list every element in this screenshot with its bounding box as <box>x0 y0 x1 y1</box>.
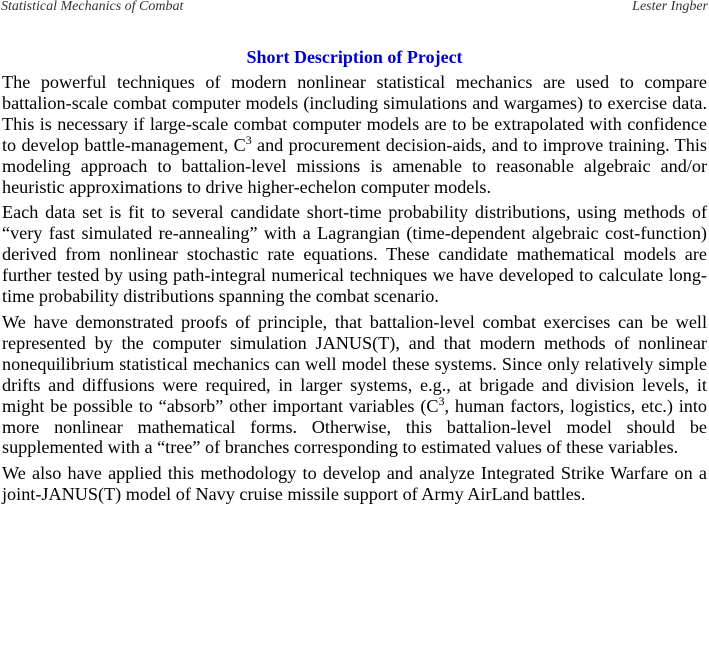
document-body <box>2 72 707 510</box>
paragraph-3-text-a: We have demonstrated proofs of principle, that battalion-level combat exercises can be well represented by the computer simulation JANUS(T), and that modern methods of nonlinear nonequilibrium statistical mechanics can well model these systems. Since only relatively simple drifts and diffusions were required, in larger systems, e.g., at brigade and division levels, it might be possible to “absorb” other important variables (C <box>2 311 707 416</box>
paragraph-3 <box>2 312 707 458</box>
section-heading: Short Description of Project <box>246 47 463 67</box>
running-header-title: Statistical Mechanics of Combat <box>1 0 184 14</box>
paragraph-4: We also have applied this methodology to develop and analyze Integrated Strike Warfare on a joint-JANUS(T) model of Navy cruise missile support of Army AirLand battles. <box>2 463 707 505</box>
paragraph-3-superscript: 3 <box>438 393 445 408</box>
paragraph-1 <box>2 72 707 197</box>
paragraph-3-text-b: , human factors, logistics, etc.) into more nonlinear mathematical forms. Otherwise, this battalion-level model should be supplemented with a “tree” of branches corresponding to estimated values of these variables. <box>2 395 708 458</box>
running-header <box>0 0 709 16</box>
paragraph-1-text-a: The powerful techniques of modern nonlinear statistical mechanics are used to compare battalion-scale combat computer models (including simulations and wargames) to exercise data. This is necessary if large-scale combat computer models are to be extrapolated with confidence to develop battle-management, C <box>2 72 707 155</box>
paragraph-1-text-b: and procurement decision-aids, and to improve training. This modeling approach to battalion-level missions is amenable to reasonable algebraic and/or heuristic approximations to drive higher-echelon computer models. <box>2 134 707 197</box>
running-header-author: Lester Ingber <box>632 0 708 14</box>
paragraph-1-superscript: 3 <box>245 132 252 147</box>
paragraph-2: Each data set is fit to several candidate short-time probability distributions, using methods of “very fast simulated re-annealing” with a Lagrangian (time-dependent algebraic cost-function) derived from nonlinear stochastic rate equations. These candidate mathematical models are further tested by using path-integral numerical techniques we have developed to calculate long-time probability distributions spanning the combat scenario. <box>2 202 707 307</box>
